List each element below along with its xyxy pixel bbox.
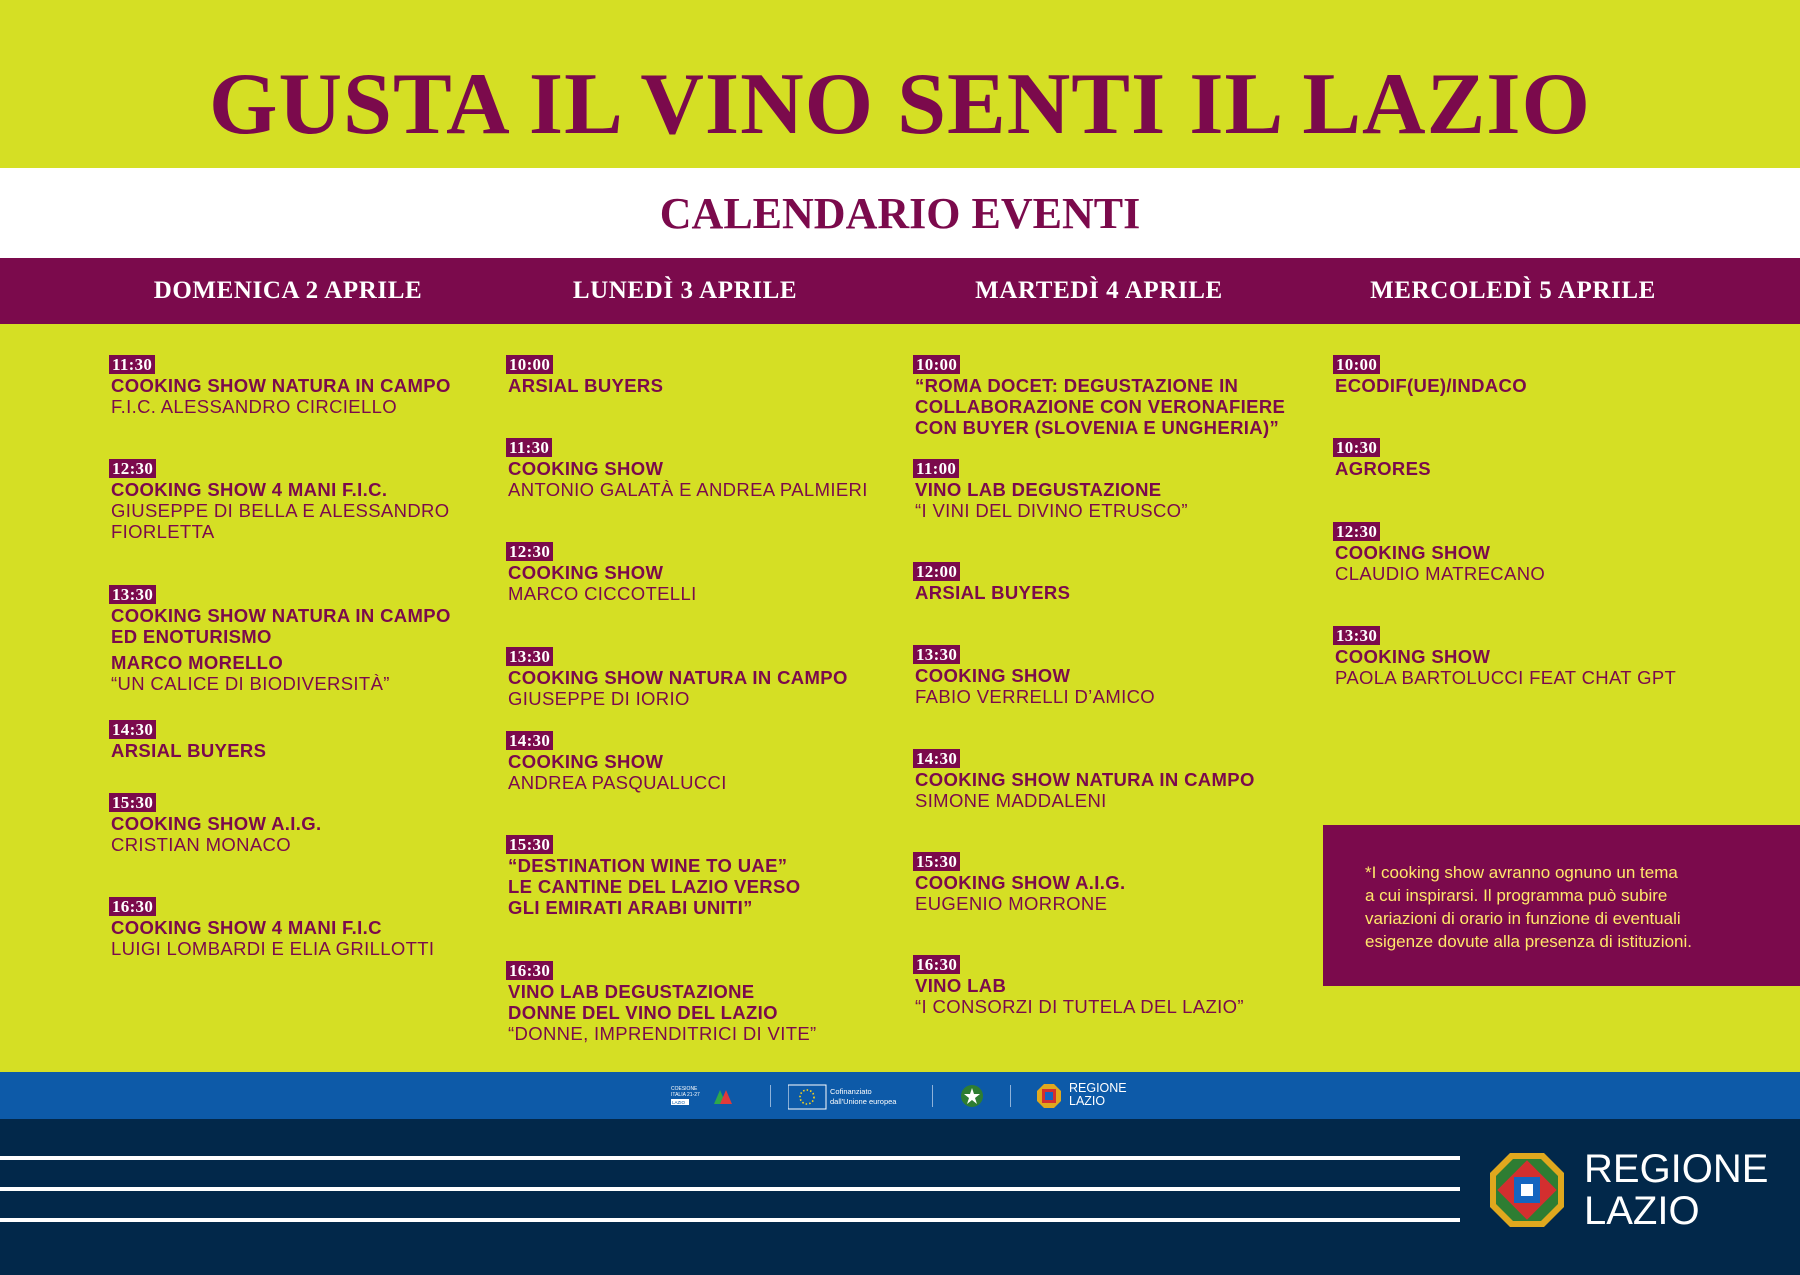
event-time-badge: 16:30 xyxy=(913,955,960,974)
event-item xyxy=(915,955,1315,1017)
day-heading-2: LUNEDÌ 3 APRILE xyxy=(572,277,798,304)
event-detail-line: FABIO VERRELLI D’AMICO xyxy=(915,686,1156,707)
svg-text:Cofinanziato: Cofinanziato xyxy=(830,1087,872,1096)
event-item xyxy=(111,459,511,542)
event-item xyxy=(508,961,908,1044)
event-time-badge: 10:00 xyxy=(1333,355,1380,374)
event-time-badge: 14:30 xyxy=(506,731,553,750)
event-time-badge: 16:30 xyxy=(109,897,156,916)
event-title-line: COOKING SHOW NATURA IN CAMPO xyxy=(508,667,848,688)
event-title-line: “ROMA DOCET: DEGUSTAZIONE IN xyxy=(915,375,1239,396)
svg-text:COESIONE: COESIONE xyxy=(671,1086,698,1092)
event-item xyxy=(1335,355,1735,396)
page-subtitle: CALENDARIO EVENTI xyxy=(659,189,1141,238)
event-title-line: COOKING SHOW 4 MANI F.I.C xyxy=(111,917,382,938)
note-text: *I cooking show avranno ognuno un tema a cui inspirarsi. Il programma può subire variazioni di orario in funzione di eventuali esigenze dovute alla presenza di istituzioni. xyxy=(1365,863,1692,951)
event-title-line: COLLABORAZIONE CON VERONAFIERE xyxy=(915,396,1286,417)
event-detail-line: “DONNE, IMPRENDITRICI DI VITE” xyxy=(508,1023,817,1044)
event-detail-line: PAOLA BARTOLUCCI FEAT CHAT GPT xyxy=(1335,667,1677,688)
regione-lazio-crest-icon xyxy=(1488,1151,1566,1229)
footer-brand-line1: REGIONE xyxy=(1584,1147,1769,1191)
coesione-italia-icon xyxy=(670,1082,736,1108)
event-item xyxy=(1335,438,1735,479)
event-detail-line: GIUSEPPE DI BELLA E ALESSANDRO xyxy=(111,500,450,521)
event-detail-line: FIORLETTA xyxy=(111,521,215,542)
event-item xyxy=(915,749,1315,811)
event-time-badge: 12:30 xyxy=(109,459,156,478)
italian-republic-emblem xyxy=(958,1082,986,1110)
svg-text:dall'Unione europea: dall'Unione europea xyxy=(830,1097,897,1106)
event-title-line: COOKING SHOW xyxy=(1335,646,1491,667)
event-title-line: AGRORES xyxy=(1335,458,1431,479)
day-heading-4: MERCOLEDÌ 5 APRILE xyxy=(1370,277,1656,304)
event-item xyxy=(508,647,908,709)
event-title-line: LE CANTINE DEL LAZIO VERSO xyxy=(508,876,801,897)
event-time-badge: 12:30 xyxy=(1333,522,1380,541)
event-title-line: COOKING SHOW xyxy=(1335,542,1491,563)
event-title-line: GLI EMIRATI ARABI UNITI” xyxy=(508,897,753,918)
event-item xyxy=(508,731,908,793)
event-detail-line: ANDREA PASQUALUCCI xyxy=(508,772,727,793)
event-detail-line: F.I.C. ALESSANDRO CIRCIELLO xyxy=(111,396,398,417)
regione-lazio-small-logo xyxy=(1036,1082,1136,1110)
logo-separator xyxy=(932,1085,933,1107)
event-time-badge: 10:00 xyxy=(913,355,960,374)
page-title: GUSTA IL VINO SENTI IL LAZIO xyxy=(209,56,1591,153)
event-detail-line: GIUSEPPE DI IORIO xyxy=(508,688,690,709)
event-time-badge: 13:30 xyxy=(1333,626,1380,645)
event-title-line: “DESTINATION WINE TO UAE” xyxy=(508,855,788,876)
day-heading-1: DOMENICA 2 APRILE xyxy=(153,277,423,304)
event-item xyxy=(111,720,511,761)
event-time-badge: 15:30 xyxy=(913,852,960,871)
day-heading-3: MARTEDÌ 4 APRILE xyxy=(975,277,1223,304)
event-title-line: VINO LAB DEGUSTAZIONE xyxy=(915,479,1162,500)
event-title-line: COOKING SHOW A.I.G. xyxy=(111,813,322,834)
footer-brand xyxy=(1584,1148,1768,1232)
event-detail-line: EUGENIO MORRONE xyxy=(915,893,1108,914)
event-item xyxy=(508,835,908,918)
event-title-line: CON BUYER (SLOVENIA E UNGHERIA)” xyxy=(915,417,1280,438)
event-item xyxy=(1335,626,1735,688)
event-detail-line: ANTONIO GALATÀ E ANDREA PALMIERI xyxy=(508,479,868,500)
event-item xyxy=(915,459,1315,521)
event-time-badge: 11:30 xyxy=(506,438,552,457)
event-item xyxy=(111,897,511,959)
event-time-badge: 11:00 xyxy=(913,459,959,478)
event-time-badge: 13:30 xyxy=(109,585,156,604)
event-time-badge: 15:30 xyxy=(506,835,553,854)
footer-brand-line2: LAZIO xyxy=(1584,1189,1700,1233)
event-time-badge: 13:30 xyxy=(913,645,960,664)
event-time-badge: 12:00 xyxy=(913,562,960,581)
logo-separator xyxy=(1010,1085,1011,1107)
event-title-line: COOKING SHOW xyxy=(508,458,664,479)
event-detail-line: MARCO CICCOTELLI xyxy=(508,583,697,604)
event-item xyxy=(508,542,908,604)
event-title-line: ARSIAL BUYERS xyxy=(508,375,664,396)
event-title-line: COOKING SHOW xyxy=(508,562,664,583)
event-title-line: COOKING SHOW A.I.G. xyxy=(915,872,1126,893)
lazio-crest-small-icon xyxy=(1036,1083,1062,1109)
event-title-line: ARSIAL BUYERS xyxy=(915,582,1071,603)
event-detail-line: “I VINI DEL DIVINO ETRUSCO” xyxy=(915,500,1188,521)
event-time-badge: 16:30 xyxy=(506,961,553,980)
event-title-line: COOKING SHOW 4 MANI F.I.C. xyxy=(111,479,388,500)
footer-stripe xyxy=(0,1156,1460,1160)
event-title-line: COOKING SHOW NATURA IN CAMPO xyxy=(915,769,1255,790)
star-emblem-icon xyxy=(958,1082,986,1110)
footer-stripe xyxy=(0,1218,1460,1222)
eu-flag-icon xyxy=(788,1082,918,1110)
event-item xyxy=(915,852,1315,914)
event-item xyxy=(508,355,908,396)
event-detail-line: LUIGI LOMBARDI E ELIA GRILLOTTI xyxy=(111,938,435,959)
logo-separator xyxy=(770,1085,771,1107)
event-title-line: ARSIAL BUYERS xyxy=(111,740,267,761)
event-item xyxy=(111,793,511,855)
event-title-line: VINO LAB xyxy=(915,975,1007,996)
event-time-badge: 12:30 xyxy=(506,542,553,561)
event-title-line: COOKING SHOW xyxy=(508,751,664,772)
event-time-badge: 11:30 xyxy=(109,355,155,374)
event-title-line: ECODIF(UE)/INDACO xyxy=(1335,375,1527,396)
event-title-line: VINO LAB DEGUSTAZIONE xyxy=(508,981,755,1002)
event-item xyxy=(915,355,1315,438)
event-detail-line: CRISTIAN MONACO xyxy=(111,834,291,855)
event-title-line: COOKING SHOW NATURA IN CAMPO xyxy=(111,375,451,396)
event-time-badge: 13:30 xyxy=(506,647,553,666)
event-time-badge: 10:30 xyxy=(1333,438,1380,457)
event-item xyxy=(111,585,511,694)
event-title-line: ED ENOTURISMO xyxy=(111,626,272,647)
event-detail-line: SIMONE MADDALENI xyxy=(915,790,1107,811)
regione-lazio-small-label: REGIONE LAZIO xyxy=(1069,1081,1127,1108)
svg-text:LAZIO: LAZIO xyxy=(672,1100,686,1105)
event-detail-line: “I CONSORZI DI TUTELA DEL LAZIO” xyxy=(915,996,1244,1017)
event-item xyxy=(111,355,511,417)
event-title-line: MARCO MORELLO xyxy=(111,652,284,673)
event-item xyxy=(1335,522,1735,584)
footer-stripe xyxy=(0,1187,1460,1191)
coesione-italia-logo xyxy=(670,1082,736,1110)
event-time-badge: 14:30 xyxy=(109,720,156,739)
event-detail-line: “UN CALICE DI BIODIVERSITÀ” xyxy=(111,673,390,694)
event-title-line: DONNE DEL VINO DEL LAZIO xyxy=(508,1002,778,1023)
event-time-badge: 15:30 xyxy=(109,793,156,812)
event-time-badge: 14:30 xyxy=(913,749,960,768)
event-time-badge: 10:00 xyxy=(506,355,553,374)
event-title-line: COOKING SHOW NATURA IN CAMPO xyxy=(111,605,451,626)
event-title-line: COOKING SHOW xyxy=(915,665,1071,686)
event-item xyxy=(915,645,1315,707)
eu-cofinanced-logo xyxy=(788,1082,918,1110)
event-item xyxy=(915,562,1315,603)
svg-text:ITALIA 21-27: ITALIA 21-27 xyxy=(671,1092,700,1098)
event-item xyxy=(508,438,908,500)
event-detail-line: CLAUDIO MATRECANO xyxy=(1335,563,1546,584)
